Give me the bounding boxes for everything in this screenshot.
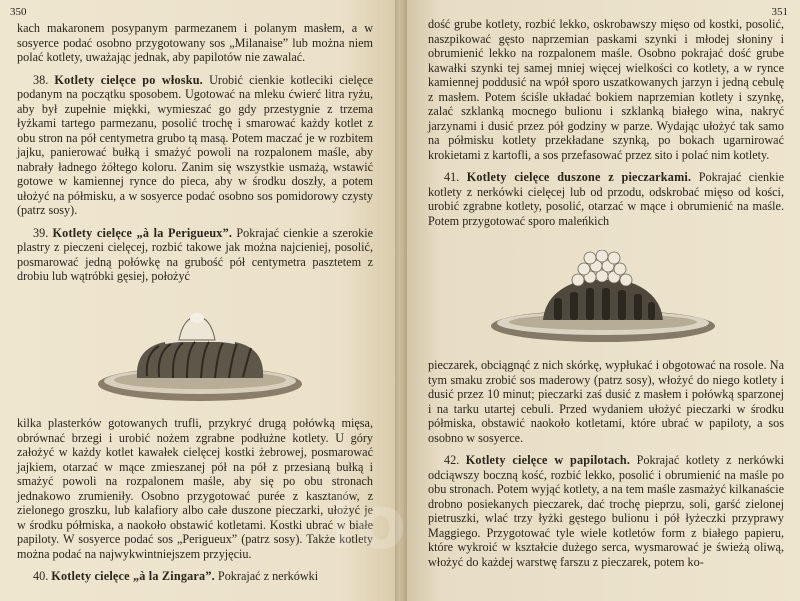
recipe-39-continued: kilka plasterków gotowanych trufli, przykryć drugą połówką mięsa, obrównać brzegi i urobić nożem zgrabne podłużne kotlety. U góry założyć w każdy kotlet kawałek cielęcej kostki żebrowej, posmarować jajkiem, otarzać w mące zmieszanej pół na pół z przesianą bułką i smażyć powoli na rozpalonem maśle, aby się po obu stronach jednakowo zrumieniły. Osobno przygotować purée z kasztanów, z zielonego groszku, lub kalafiory albo całe duszone pieczarki, ułożyć je w środku półmiska, a naokoło obstawić kotletami. Kostki ubrać w białe papiloty. W sosyerce podać sos „Perigueux” (patrz sosy). Także kotlety można podać na najwykwintniejszem przyjęciu. (17, 416, 373, 561)
left-text-bottom (17, 416, 373, 584)
mushroom-mound-dish-icon (488, 250, 718, 346)
recipe-42-number: 42. (444, 453, 460, 467)
recipe-41-number: 41. (444, 170, 460, 184)
recipe-38-number: 38. (33, 72, 49, 87)
recipe-38-body: Urobić cienkie kotleciki cielęce podanym na początku sposobem. Ugotować na mleku ćwierć litra ryżu, aby był zupełnie miękki, wymieszać go gdy przestygnie z trzema łyżkami tartego parmezanu, posolić trochę i smarować każdy kotlet z obu stron na pół centymetra grubo tą masą. Potem maczać je w rozbitem jajku, panierować bułką i smażyć powoli na rozpalonem maśle, aby nabrały ładnego żółtego koloru. Zanim się wszystkie usmażą, wstawić gotowe w kamiennej rynce do pieca, aby w środku doszły, a potem ułożyć na półmisku, a w sosyerce podać osobno sos pomidorowy czysty (patrz sosy). (17, 72, 374, 217)
right-text-bottom (428, 358, 784, 569)
recipe-41-intro (428, 170, 784, 228)
recipe-40-number: 40. (33, 569, 49, 583)
left-text-top (17, 21, 373, 284)
recipe-41-body-before: Pokrajać cienkie kotlety z nerkówki cielęcej lub od przodu, odskrobać mięso od kości, urobić zgrabne kotlety, posolić, otarzać w mące i obrumienić na maśle. Potem przygotować sporo maleńkich (428, 170, 784, 228)
recipe-39-number: 39. (33, 225, 49, 240)
recipe-41-continued: pieczarek, obciągnąć z nich skórkę, wypłukać i obgotować na rosole. Na tym smaku zrobić sos maderowy (patrz sosy), włożyć do niego kotlety i dusić przez 10 minut; pieczarki zaś dusić z masłem i połówką sparzonej i na tarku utartej cebuli. Przed wydaniem ułożyć pieczarki w środku półmiska, obstawić naokoło kotletami, które ubrać w papiloty, a sos osobno w sosyerce. (428, 358, 784, 445)
right-page (400, 0, 800, 601)
recipe-39-intro (17, 226, 373, 284)
recipe-39-body-before: Pokrajać cienkie a szerokie plastry z pieczeni cielęcej, rozbić takowe jak można najcieniej, posolić, posmarować jedną połówkę na grubość pół centymetra pasztetem z drobiu lub wątróbki gęsiej, położyć (17, 225, 374, 283)
right-top-paragraph: dość grube kotlety, rozbić lekko, oskrobawszy mięso od kostki, posolić, naszpikować gęsto naprzemian paskami szynki i młodej słoniny i obrumienić lekko na rozpalonem maśle. Osobno pokrajać dość grube kawałki szynki tej samej mniej więcej wielkości co kotlety, a w rynce kamiennej poddusić na wpół sporo uszatkowanych jarzyn i jedną cebulę z masłem. Potem ściśle układać bokiem naprzemian kotlety i szynkę, zalać szklanką mocnego bulionu i szklanką białego wina, nakryć jarzynami i dusić przez pół godziny w parze. Wydając ułożyć tak samo na półmisku kotlety przekładane szynką, po bokach ugarnirować krokietami z kartofli, a sos przefasować przez sito i polać nim kotlety. (428, 17, 784, 162)
recipe-42-title: Kotlety cielęce w papilotach. (465, 453, 631, 467)
recipe-38 (17, 73, 373, 218)
recipe-40-body: Pokrajać z nerkówki (217, 569, 319, 583)
recipe-39-title: Kotlety cielęce „à la Perigueux”. (52, 225, 233, 240)
book-gutter (395, 0, 407, 601)
recipe-40 (17, 569, 373, 584)
mold-with-kotlety-icon (95, 308, 305, 404)
left-top-paragraph: kach makaronem posypanym parmezanem i polanym masłem, a w sosyerce podać osobno przygotowany sos „Milanaise” lub można niem polać kotlety, uważając jednak, aby papilotów nie zawalać. (17, 21, 373, 64)
recipe-42-body: Pokrajać kotlety z nerkówki odciąwszy boczną kość, rozbić lekko, posolić i obrumienić na maśle po obu stronach. Potem wyjąć kotlety, a na tem maśle zasmażyć kilkanaście drobno posiekanych pieczarek, dać trochę pieprzu, soli, garść zielonej pietruszki, wlać trzy łyżki gęstego bulionu i pół łyżeczki przyprawy Maggiego. Przygotować tyle wiele kotletów form z białego papieru, które wykroić w kształcie dużego serca, wysmarować je świeżą oliwą, włożyć do każdej warstwę farszu z pieczarek, potem ko- (428, 453, 785, 569)
recipe-41-title: Kotlety cielęce duszone z pieczarkami. (466, 170, 692, 184)
recipe-40-title: Kotlety cielęce „à la Zingara”. (51, 569, 215, 583)
right-text-top (428, 17, 784, 228)
page-number-right: 351 (771, 6, 788, 18)
recipe-42 (428, 453, 784, 569)
recipe-38-title: Kotlety cielęce po włosku. (54, 72, 203, 87)
page-number-left: 350 (10, 6, 27, 18)
